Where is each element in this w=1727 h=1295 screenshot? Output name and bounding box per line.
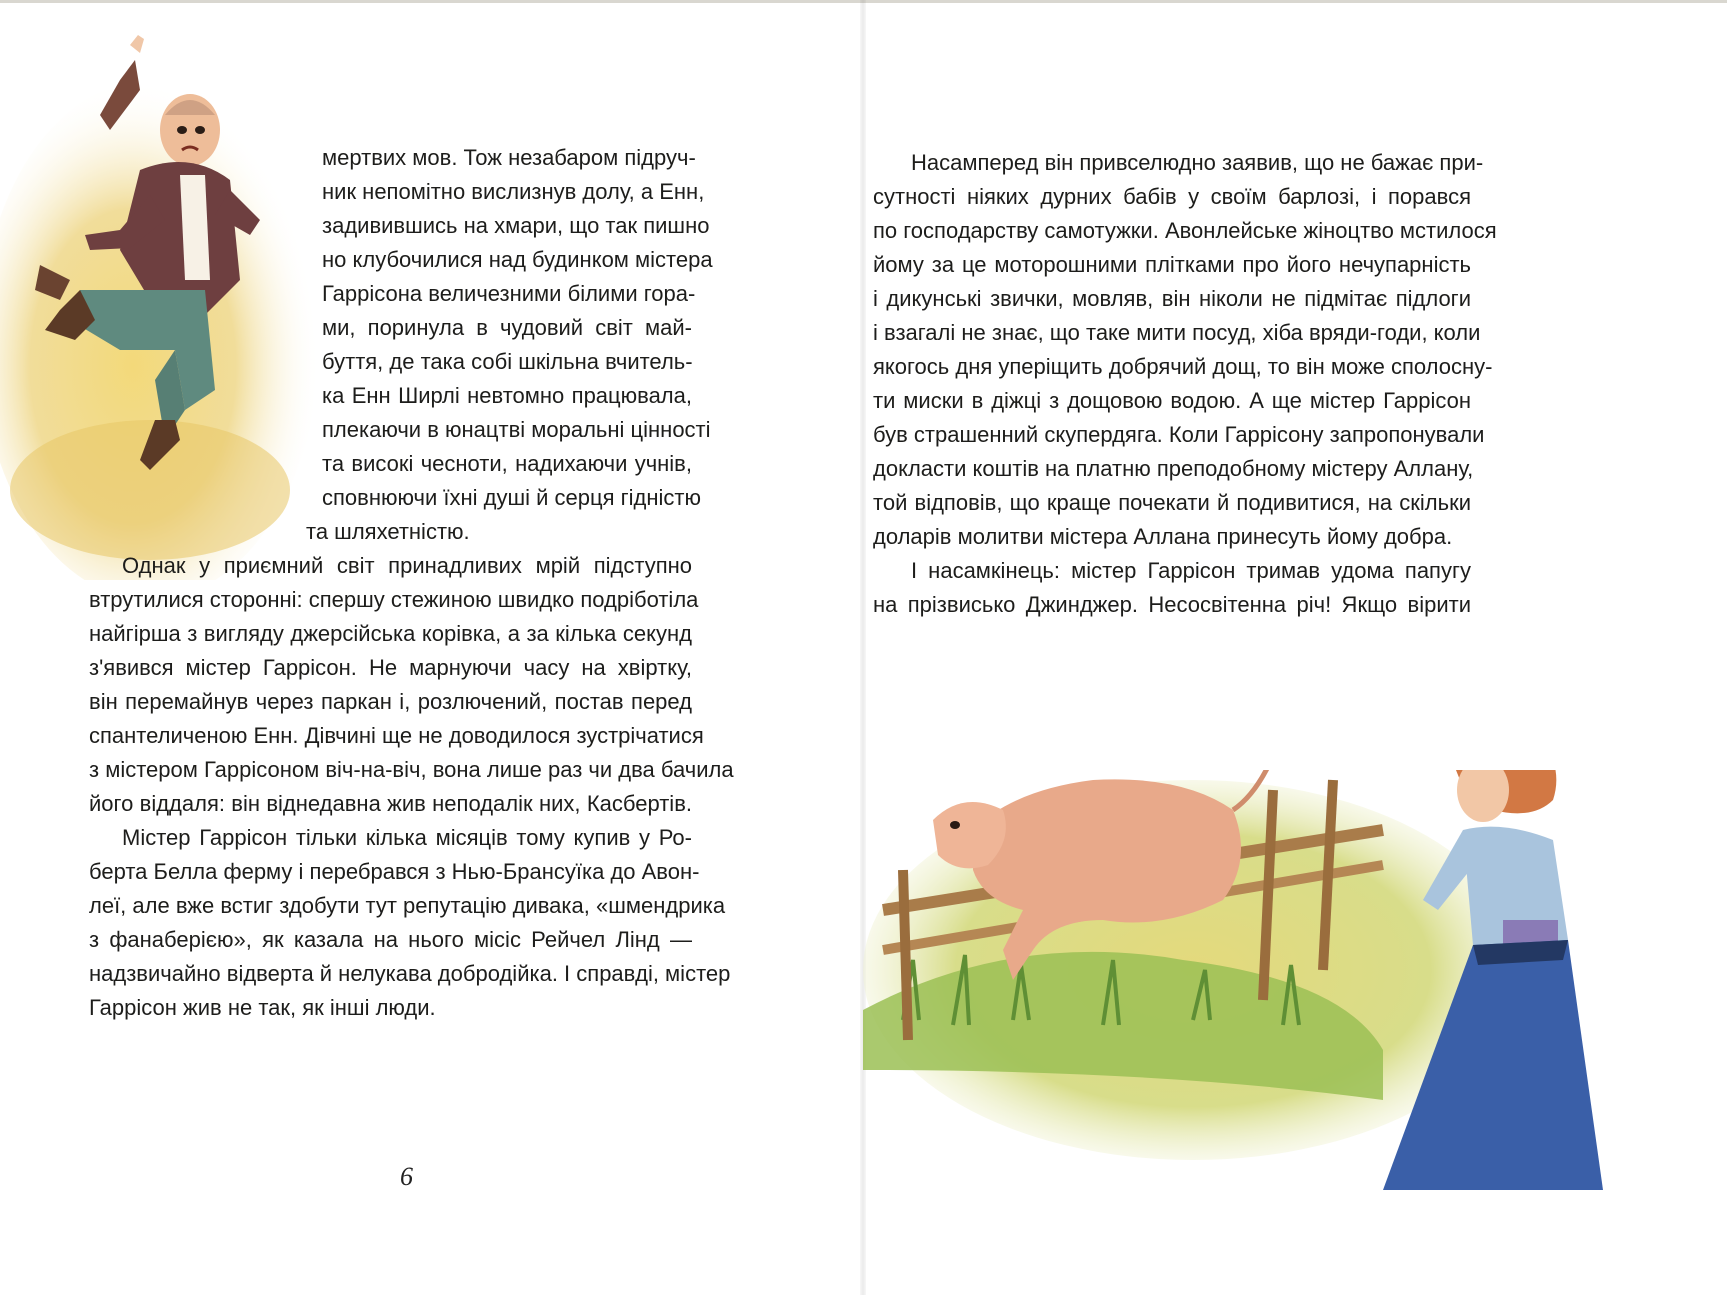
- text-line: ка Енн Ширлі невтомно працювала,: [322, 383, 692, 408]
- text-line: та високі чесноти, надихаючи учнів,: [322, 451, 692, 476]
- text-line: надзвичайно відверта й нелукава добродійка. І справді, містер: [89, 961, 731, 986]
- text-line: мертвих мов. Тож незабаром підруч-: [322, 145, 696, 170]
- text-line: по господарству самотужки. Авонлейське жіноцтво мстилося: [873, 218, 1497, 243]
- text-line: Насамперед він привселюдно заявив, що не бажає при-: [911, 150, 1484, 175]
- text-line: доларів молитви містера Аллана принесуть йому добра.: [873, 524, 1453, 549]
- text-line: він перемайнув через паркан і, розлючений, постав перед: [89, 689, 692, 714]
- text-line: той відповів, що краще почекати й подивитися, на скільки: [873, 490, 1471, 515]
- text-line: Гаррісон жив не так, як інші люди.: [89, 995, 436, 1020]
- text-line: леї, але вже встиг здобути тут репутацію дивака, «шмендрика: [89, 893, 726, 918]
- text-line: ми, поринула в чудовий світ май-: [322, 315, 692, 340]
- text-line: з'явився містер Гаррісон. Не марнуючи часу на хвіртку,: [89, 655, 692, 680]
- girl-and-cow-at-fence-illustration: [863, 770, 1723, 1295]
- page-number: 6: [400, 1162, 413, 1191]
- text-line: но клубочилися над будинком містера: [322, 247, 713, 272]
- text-line: і дикунські звички, мовляв, він ніколи не підмітає підлоги: [873, 286, 1471, 311]
- text-line: докласти коштів на платню преподобному містеру Аллану,: [873, 456, 1474, 481]
- text-line: і взагалі не знає, що таке мити посуд, хіба вряди-годи, коли: [873, 320, 1481, 345]
- text-line: Однак у приємний світ принадливих мрій підступно: [122, 553, 692, 578]
- text-line: сутності ніяких дурних бабів у своїм барлозі, і порався: [873, 184, 1471, 209]
- text-line: Гаррісона величезними білими гора-: [322, 281, 696, 306]
- text-line: та шляхетністю.: [306, 519, 470, 544]
- text-line: найгірша з вигляду джерсійська корівка, а за кілька секунд: [89, 621, 692, 646]
- text-line: сповнюючи їхні душі й серця гідністю: [322, 485, 701, 510]
- text-line: його віддаля: він віднедавна жив неподалік них, Касбертів.: [89, 791, 692, 816]
- text-line: І насамкінець: містер Гаррісон тримав удома папугу: [911, 558, 1471, 583]
- text-line: втрутилися сторонні: спершу стежиною швидко подріботіла: [89, 587, 699, 612]
- text-line: Містер Гаррісон тільки кілька місяців тому купив у Ро-: [122, 825, 692, 850]
- text-line: задивившись на хмари, що так пишно: [322, 213, 710, 238]
- text-line: був страшенний скупердяга. Коли Гаррісону запропонували: [873, 422, 1485, 447]
- text-line: ти миски в діжці з дощовою водою. А ще містер Гаррісон: [873, 388, 1471, 413]
- text-line: берта Белла ферму і перебрався з Нью-Брансуїка до Авон-: [89, 859, 700, 884]
- text-line: з фанаберією», як казала на нього місіс Рейчел Лінд —: [89, 927, 692, 952]
- running-old-man-illustration: [0, 20, 320, 580]
- text-line: буття, де така собі шкільна вчитель-: [322, 349, 693, 374]
- text-line: на прізвисько Джинджер. Несосвітенна річ! Якщо вірити: [873, 592, 1471, 617]
- right-page: [863, 0, 1727, 1295]
- text-line: спантеличеною Енн. Дівчині ще не доводилося зустрічатися: [89, 723, 704, 748]
- left-page: [0, 0, 863, 1295]
- text-line: йому за це моторошними плітками про його нечупарність: [873, 252, 1471, 277]
- text-line: з містером Гаррісоном віч-на-віч, вона лише раз чи два бачила: [89, 757, 734, 782]
- text-line: якогось дня уперіщить добрячий дощ, то він може сполосну-: [873, 354, 1493, 379]
- text-line: ник непомітно вислизнув долу, а Енн,: [322, 179, 705, 204]
- text-line: плекаючи в юнацтві моральні цінності: [322, 417, 711, 442]
